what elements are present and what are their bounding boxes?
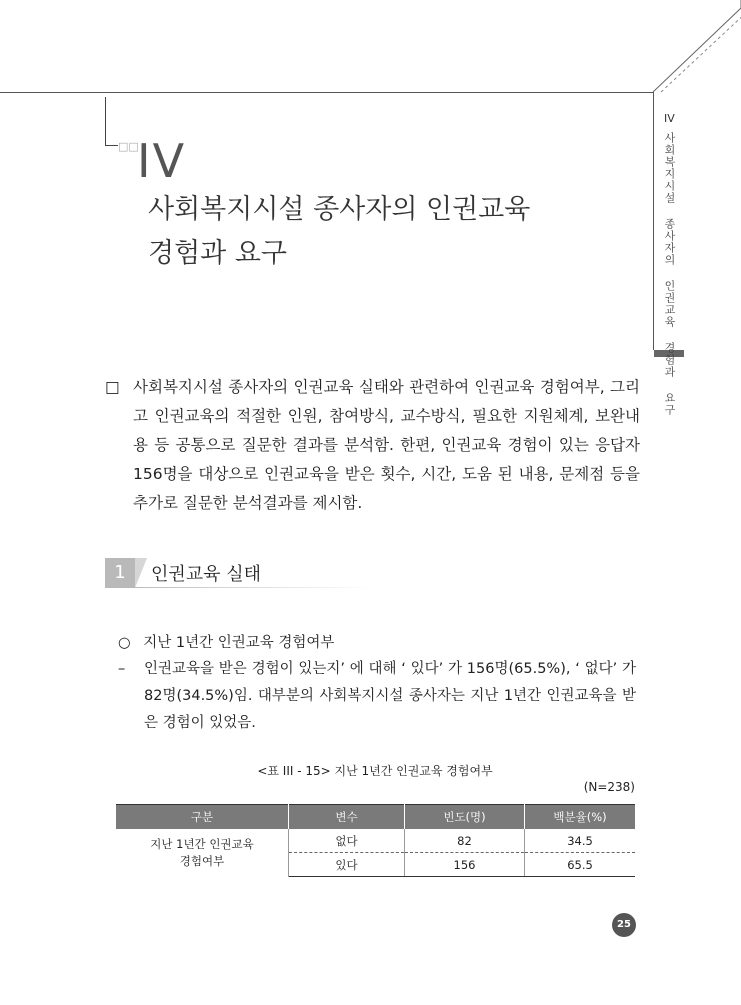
table-header-row [116,805,635,830]
section-heading [105,558,385,588]
circle-bullet-icon: ○ [118,635,131,651]
freq-cell: 156 [405,853,525,877]
chapter-title-line1: 사회복지시설 종사자의 인권교육 [148,194,531,225]
header-category: 구분 [116,805,289,830]
sidebar-chapter-title: 사회복지시설 종사자의 인권교육 경험과 요구 [663,132,676,416]
pct-cell: 34.5 [525,829,636,853]
table-row [116,829,635,853]
dash-item [118,656,636,737]
dash-item-text: 인권교육을 받은 경험이 있는지’ 에 대해 ‘ 있다’ 가 156명(65.5%), ‘ 없다’ 가 82명(34.5%)임. 대부분의 사회복지시설 종사자는 지난 1년간 인권교육을 받은 경험이 있었음. [144,661,636,731]
chapter-bracket [105,97,118,146]
header-percent: 백분율(%) [525,805,636,830]
group-cell [116,829,289,877]
bullet-text: 지난 1년간 인권교육 경험여부 [143,635,335,651]
chapter-title [148,188,530,276]
var-cell: 있다 [289,853,405,877]
table-caption: <표 III - 15> 지난 1년간 인권교육 경험여부 [257,764,493,778]
section-number: 1 [105,558,135,588]
var-cell: 없다 [289,829,405,853]
group-label-line2: 경험여부 [179,853,225,868]
header-variable: 변수 [289,805,405,830]
chapter-label: □□ [118,140,139,153]
freq-cell: 82 [405,829,525,853]
section-number-tab [135,558,147,588]
page-corner-decoration [0,0,741,100]
header-rule [0,92,653,93]
bullet-item [118,631,334,652]
square-bullet-icon: □ [105,378,120,396]
chapter-title-line2: 경험과 요구 [148,238,287,269]
header-frequency: 빈도(명) [405,805,525,830]
section-underline [135,587,373,588]
intro-text: 사회복지시설 종사자의 인권교육 실태와 관련하여 인권교육 경험여부, 그리고 인권교육의 적절한 인원, 참여방식, 교수방식, 필요한 지원체계, 보완내용 등 공통으로 질문한 결과를 분석함. 한편, 인권교육 경험이 있는 응답자 156명을 대상으로 인권교육을 받은 횟수, 시간, 도움 된 내용, 문제점 등을 추가로 질문한 분석결과를 제시함. [133,378,640,512]
pct-cell: 65.5 [525,853,636,877]
section-title: 인권교육 실태 [151,564,262,585]
chapter-number: IV [137,134,187,188]
sidebar-chapter-number: IV [664,112,675,125]
intro-paragraph [105,373,640,518]
table-sample-size: (N=238) [583,780,635,794]
experience-table [116,804,635,877]
dash-bullet-icon: – [118,661,126,677]
page-number: 25 [612,913,636,937]
group-label-line1: 지난 1년간 인권교육 [150,836,254,851]
sidebar-rule [653,92,654,350]
